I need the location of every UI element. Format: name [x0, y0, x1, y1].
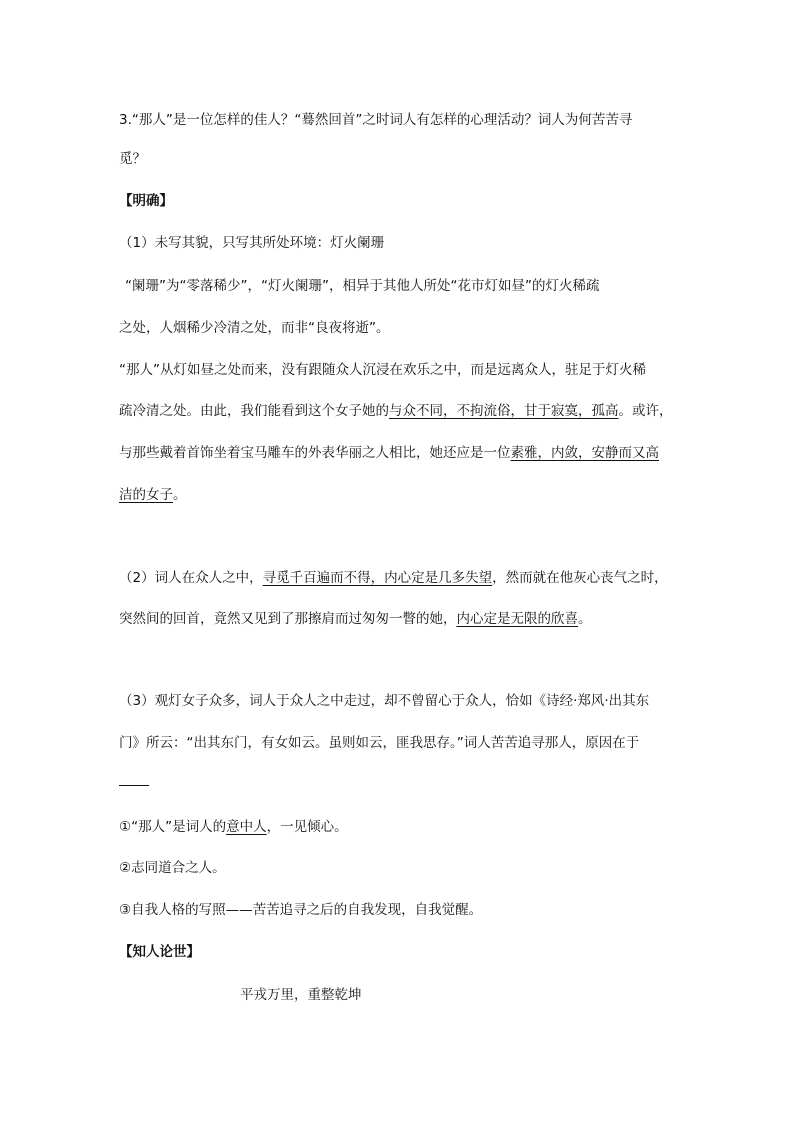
- part3-line-2: 门》所云：“出其东门，有女如云。虽则如云，匪我思存。”词人苦苦追寻那人，原因在于: [119, 735, 640, 751]
- text-span: 。: [173, 487, 187, 503]
- text-span: 疏冷清之处。由此，我们能看到这个女子她的: [119, 403, 389, 419]
- question-line-2: 觅？: [119, 151, 146, 167]
- underlined-phrase: 素雅，内敛，安静而又高: [510, 445, 659, 461]
- part3-item-2: ②志同道合之人。: [119, 860, 226, 876]
- part2-line-1: [119, 568, 668, 588]
- text-span: 。: [578, 611, 592, 627]
- part3-item-3: ③自我人格的写照——苦苦追寻之后的自我发现，自我觉醒。: [119, 902, 483, 918]
- text-span: ，一见倾心。: [266, 819, 348, 835]
- blank-dash: [119, 784, 149, 786]
- text-span: ，然而就在他灰心丧气之时，: [492, 570, 668, 586]
- text-span: （2）词人在众人之中，: [119, 570, 263, 586]
- text-span: 与那些戴着首饰坐着宝马雕车的外表华丽之人相比，她还应是一位: [119, 445, 511, 461]
- part1-title: （1）未写其貌，只写其所处环境：灯火阑珊: [119, 235, 385, 251]
- part1-p2-line-1: “那人”从灯如昼之处而来，没有跟随众人沉浸在欢乐之中，而是远离众人，驻足于灯火稀: [119, 362, 646, 378]
- poem-title: 平戎万里，重整乾坤: [240, 987, 362, 1003]
- underlined-phrase: 与众不同，不拘流俗，甘于寂寞，孤高: [389, 403, 619, 419]
- text-span: 。或许，: [618, 403, 673, 419]
- part1-p1-line-2: 之处，人烟稀少冷清之处，而非“良夜将逝”。: [119, 320, 390, 336]
- part1-p2-line-2: [119, 401, 673, 421]
- underlined-phrase: 寻觅千百遍而不得，内心定是几多失望: [262, 570, 493, 586]
- heading-zhiren-lunshi: 【知人论世】: [119, 944, 200, 960]
- heading-mingque: 【明确】: [119, 193, 173, 209]
- underlined-phrase: 洁的女子: [119, 487, 173, 503]
- part1-p1-line-1: “阑珊”为“零落稀少”，“灯火阑珊”，相异于其他人所处“花市灯如昼”的灯火稀疏: [125, 278, 600, 294]
- underlined-phrase: 内心定是无限的欣喜: [456, 611, 578, 627]
- answer-blank-line: [119, 775, 149, 795]
- question-line-1: 3.“那人”是一位怎样的佳人？“蓦然回首”之时词人有怎样的心理活动？词人为何苦苦寻: [119, 112, 633, 128]
- part3-item-1: [119, 817, 348, 837]
- text-span: ①“那人”是词人的: [119, 819, 227, 835]
- part2-line-2: [119, 609, 592, 629]
- part1-p2-line-3: [119, 443, 659, 463]
- underlined-phrase: 意中人: [226, 819, 267, 835]
- part1-p2-line-4: [119, 485, 187, 505]
- text-span: 突然间的回首，竟然又见到了那擦肩而过匆匆一瞥的她，: [119, 611, 457, 627]
- part3-line-1: （3）观灯女子众多，词人于众人之中走过，却不曾留心于众人，恰如《诗经·郑风·出其东: [119, 693, 650, 709]
